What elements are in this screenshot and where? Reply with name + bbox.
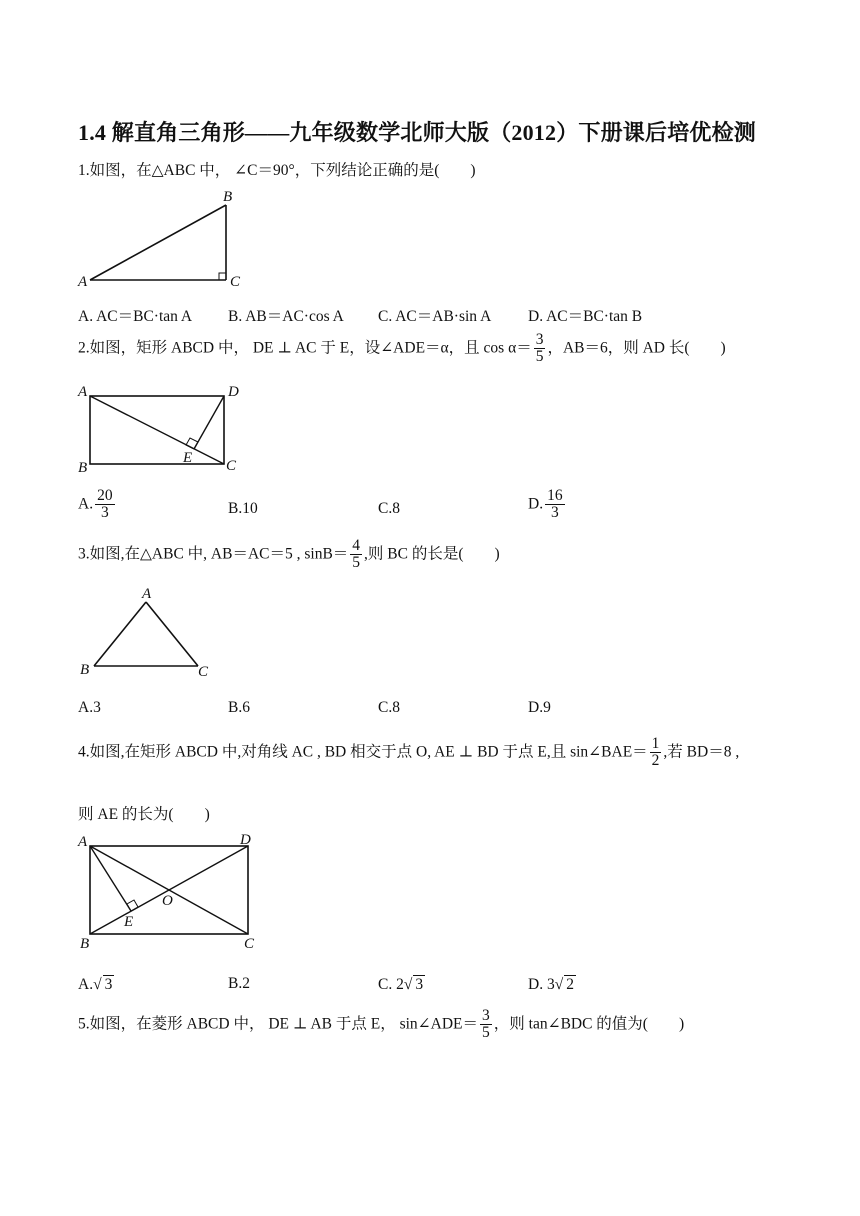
q5-stem-post: ，则 tan∠BDC 的值为( ): [493, 1015, 685, 1033]
q2-stem: [78, 332, 726, 366]
q2-opt-d-num: 16: [547, 487, 563, 504]
q4-option-a: [78, 975, 114, 994]
q3-fraction: [350, 538, 362, 572]
q1-option-a: A. AC＝BC·tan A: [78, 308, 193, 325]
q4-figure: [70, 828, 270, 953]
q2-label-a: A: [78, 384, 88, 400]
q1-label-a: A: [78, 274, 88, 290]
q4-fraction: [650, 736, 662, 770]
q3-stem-pre: 3.如图,在△ABC 中, AB＝AC＝5 , sinB＝: [78, 545, 349, 563]
q1-figure: [70, 182, 260, 292]
q2-opt-d-den: 3: [550, 504, 559, 522]
q1-option-d: D. AC＝BC·tan B: [528, 308, 643, 325]
q4-frac-num: 1: [651, 735, 660, 752]
q2-label-d: D: [228, 384, 239, 400]
q5-fraction: [480, 1008, 492, 1042]
q4-label-d: D: [240, 832, 251, 848]
q4-frac-den: 2: [651, 752, 660, 770]
q4-opt-d-prefix: D. 3: [528, 976, 555, 993]
q4-stem-post: ,若 BD＝8 ,: [663, 743, 740, 761]
q1-option-c: C. AC＝AB·sin A: [378, 308, 492, 325]
q4-opt-c-radicand: 3: [415, 976, 424, 993]
q1-option-b: B. AB＝AC·cos A: [228, 308, 344, 325]
q4-option-d: [528, 975, 576, 994]
q5-stem-pre: 5.如图，在菱形 ABCD 中， DE ⊥ AB 于点 E， sin∠ADE＝: [78, 1015, 479, 1033]
q3-figure: [70, 584, 230, 684]
q4-stem-line2: 则 AE 的长为( ): [78, 806, 210, 823]
q2-opt-a-prefix: A.: [78, 495, 94, 513]
q4-opt-a-prefix: A.: [78, 976, 94, 993]
q2-option-b: B.10: [228, 500, 258, 517]
q4-opt-a-radicand: 3: [104, 976, 113, 993]
q4-label-a: A: [78, 834, 88, 850]
q4-label-e: E: [124, 914, 134, 930]
q2-label-c: C: [226, 458, 237, 474]
q3-stem: [78, 538, 500, 572]
q1-label-b: B: [223, 189, 233, 205]
q1-label-c: C: [230, 274, 241, 290]
q4-label-c: C: [244, 936, 255, 952]
q4-stem-pre: 4.如图,在矩形 ABCD 中,对角线 AC , BD 相交于点 O, AE ⊥ BD 于点 E,且 sin∠BAE＝: [78, 743, 648, 761]
q2-label-b: B: [78, 460, 88, 476]
q3-option-a: A.3: [78, 699, 101, 716]
q2-label-e: E: [183, 450, 193, 466]
q4-label-o: O: [162, 893, 173, 909]
q2-opt-a-num: 20: [97, 487, 113, 504]
q4-stem: [78, 736, 739, 770]
q2-frac-num: 3: [535, 331, 544, 348]
q3-option-b: B.6: [228, 699, 250, 716]
q2-opt-a-fraction: [95, 488, 115, 522]
q3-label-c: C: [198, 664, 209, 680]
q2-frac-den: 5: [535, 348, 544, 366]
page-title: 1.4 解直角三角形——九年级数学北师大版（2012）下册课后培优检测: [78, 120, 757, 145]
q2-stem-post: ，AB＝6，则 AD 长( ): [547, 339, 726, 357]
q3-label-a: A: [142, 586, 152, 602]
q3-frac-den: 5: [352, 554, 361, 572]
q2-opt-a-den: 3: [100, 504, 109, 522]
q2-fraction: [534, 332, 546, 366]
q2-figure: [70, 380, 260, 480]
q4-option-c: [378, 975, 425, 994]
q2-opt-d-fraction: [545, 488, 565, 522]
sqrt-icon: √: [554, 976, 564, 993]
q3-option-d: D.9: [528, 699, 551, 716]
q5-frac-den: 5: [482, 1024, 490, 1042]
q4-option-b: B.2: [228, 975, 250, 992]
q1-stem: 1.如图，在△ABC 中， ∠C＝90°，下列结论正确的是( ): [78, 162, 476, 179]
q3-option-c: C.8: [378, 699, 400, 716]
q4-opt-d-radicand: 2: [566, 976, 574, 993]
q4-label-b: B: [80, 936, 90, 952]
q3-label-b: B: [80, 662, 90, 678]
q5-frac-num: 3: [482, 1007, 490, 1024]
q5-stem: [78, 1008, 684, 1042]
sqrt-icon: √: [93, 976, 102, 993]
q4-opt-c-prefix: C. 2: [378, 976, 404, 993]
q2-stem-pre: 2.如图，矩形 ABCD 中， DE ⊥ AC 于 E，设∠ADE＝α，且 cos α＝: [78, 339, 532, 357]
q3-stem-post: ,则 BC 的长是( ): [364, 545, 500, 563]
q3-frac-num: 4: [352, 537, 361, 554]
q2-option-a: [78, 488, 117, 522]
q2-opt-d-prefix: D.: [528, 495, 544, 513]
q2-option-d: [528, 488, 567, 522]
sqrt-icon: √: [403, 976, 413, 993]
q2-option-c: C.8: [378, 500, 400, 517]
